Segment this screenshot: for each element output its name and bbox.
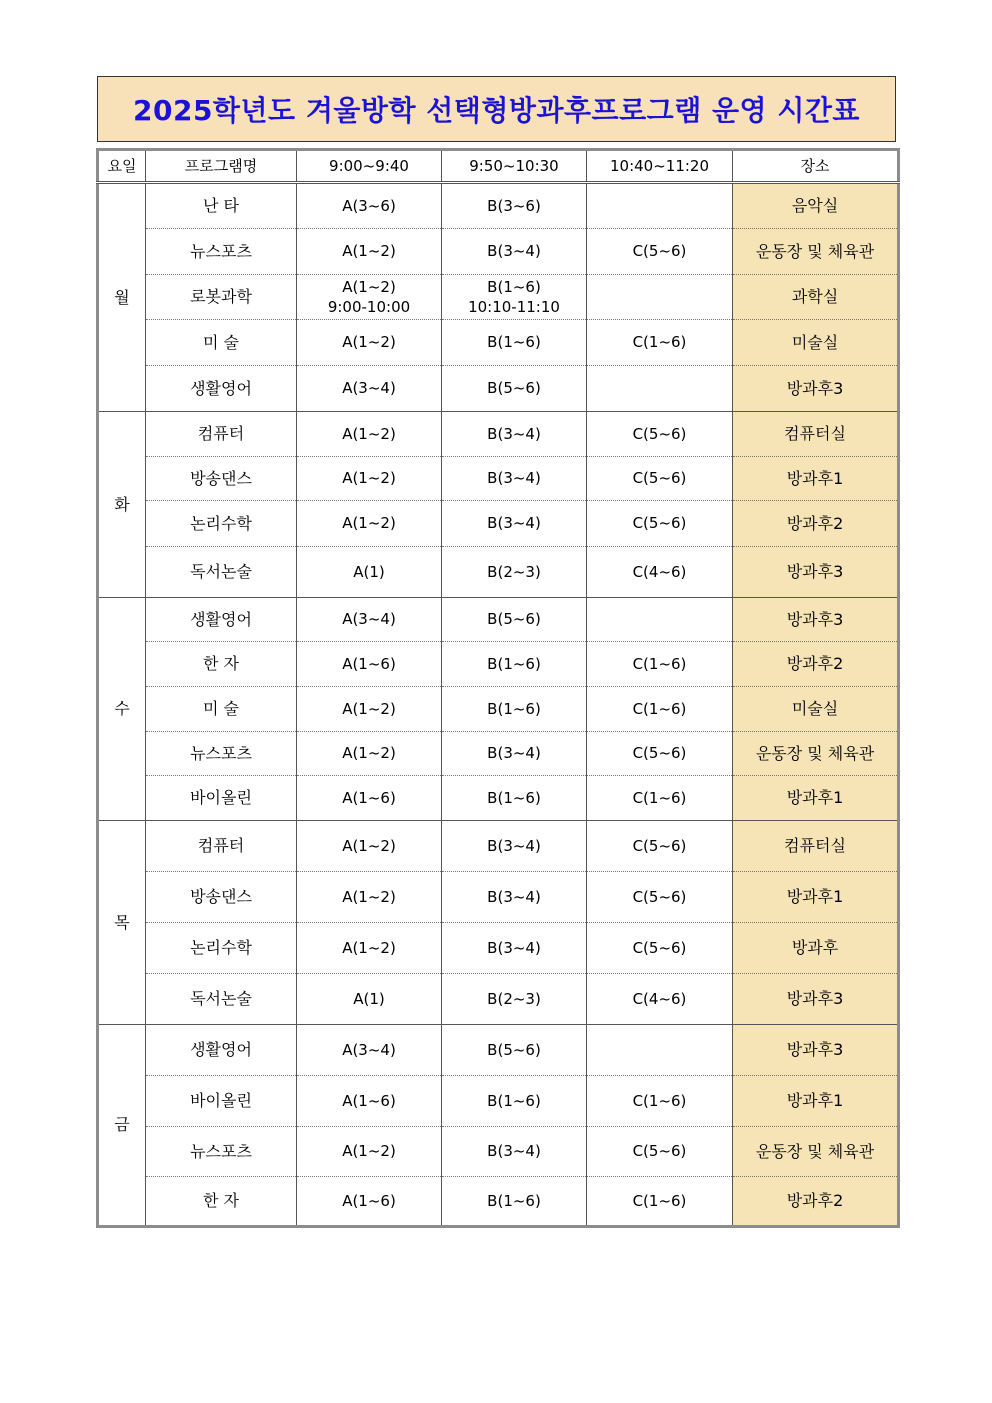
table-row — [98, 457, 899, 501]
place-cell: 방과후3 — [733, 1025, 899, 1076]
program-cell: 로봇과학 — [146, 275, 297, 320]
period-1-cell: A(3~4) — [297, 598, 442, 642]
period-2-cell — [442, 275, 587, 320]
period-1-cell: A(1~2) — [297, 821, 442, 872]
period-1-cell: A(1~2) — [297, 1127, 442, 1177]
period-2-cell: B(3~4) — [442, 732, 587, 776]
period-1-cell: A(3~4) — [297, 366, 442, 412]
header-place: 장소 — [733, 150, 899, 183]
table-row — [98, 1025, 899, 1076]
table-row — [98, 821, 899, 872]
period-3-cell: C(5~6) — [587, 732, 733, 776]
program-cell: 논리수학 — [146, 923, 297, 974]
table-row — [98, 183, 899, 229]
header-period-1: 9:00~9:40 — [297, 150, 442, 183]
period-1-cell: A(1~2) — [297, 320, 442, 366]
period-3-cell: C(5~6) — [587, 923, 733, 974]
place-cell: 운동장 및 체육관 — [733, 732, 899, 776]
place-cell: 방과후1 — [733, 872, 899, 923]
period-3-cell: C(1~6) — [587, 1076, 733, 1127]
table-row — [98, 598, 899, 642]
period-1-cell-line-2: 9:00-10:00 — [327, 298, 411, 316]
program-cell: 뉴스포츠 — [146, 229, 297, 275]
place-cell: 컴퓨터실 — [733, 821, 899, 872]
place-cell: 방과후 — [733, 923, 899, 974]
period-1-cell: A(1~6) — [297, 642, 442, 687]
program-cell: 미 술 — [146, 687, 297, 732]
period-1-cell: A(1~6) — [297, 1177, 442, 1227]
period-3-cell: C(5~6) — [587, 821, 733, 872]
program-cell: 컴퓨터 — [146, 412, 297, 457]
table-row — [98, 320, 899, 366]
period-3-cell: C(1~6) — [587, 320, 733, 366]
period-1-cell: A(1~2) — [297, 923, 442, 974]
period-3-cell — [587, 275, 733, 320]
period-1-cell: A(1~6) — [297, 776, 442, 821]
period-3-cell: C(4~6) — [587, 547, 733, 598]
place-cell: 컴퓨터실 — [733, 412, 899, 457]
day-cell: 수 — [98, 598, 146, 821]
period-1-cell: A(1~2) — [297, 457, 442, 501]
program-cell: 난 타 — [146, 183, 297, 229]
table-row — [98, 642, 899, 687]
program-cell: 뉴스포츠 — [146, 732, 297, 776]
period-1-cell: A(1~2) — [297, 872, 442, 923]
program-cell: 생활영어 — [146, 1025, 297, 1076]
day-cell: 목 — [98, 821, 146, 1025]
period-2-cell: B(3~4) — [442, 229, 587, 275]
period-2-cell: B(5~6) — [442, 598, 587, 642]
place-cell: 미술실 — [733, 320, 899, 366]
period-1-cell: A(1) — [297, 974, 442, 1025]
period-2-cell: B(1~6) — [442, 320, 587, 366]
program-cell: 컴퓨터 — [146, 821, 297, 872]
place-cell: 미술실 — [733, 687, 899, 732]
header-program: 프로그램명 — [146, 150, 297, 183]
program-cell: 방송댄스 — [146, 872, 297, 923]
header-period-3: 10:40~11:20 — [587, 150, 733, 183]
program-cell: 미 술 — [146, 320, 297, 366]
program-cell: 생활영어 — [146, 598, 297, 642]
program-cell: 독서논술 — [146, 974, 297, 1025]
period-3-cell — [587, 1025, 733, 1076]
program-cell: 방송댄스 — [146, 457, 297, 501]
table-row — [98, 923, 899, 974]
program-cell: 논리수학 — [146, 501, 297, 547]
place-cell: 방과후2 — [733, 642, 899, 687]
table-row — [98, 732, 899, 776]
period-1-cell: A(3~4) — [297, 1025, 442, 1076]
header-period-2: 9:50~10:30 — [442, 150, 587, 183]
period-2-cell: B(1~6) — [442, 1177, 587, 1227]
period-3-cell: C(1~6) — [587, 776, 733, 821]
program-cell: 한 자 — [146, 1177, 297, 1227]
period-1-cell: A(1~2) — [297, 687, 442, 732]
table-row — [98, 974, 899, 1025]
header-day: 요일 — [98, 150, 146, 183]
period-3-cell — [587, 366, 733, 412]
period-1-cell: A(1~2) — [297, 501, 442, 547]
table-row — [98, 501, 899, 547]
period-3-cell: C(1~6) — [587, 687, 733, 732]
place-cell: 방과후1 — [733, 457, 899, 501]
program-cell: 뉴스포츠 — [146, 1127, 297, 1177]
day-cell: 금 — [98, 1025, 146, 1227]
period-3-cell: C(1~6) — [587, 1177, 733, 1227]
period-2-cell: B(5~6) — [442, 1025, 587, 1076]
period-2-cell: B(2~3) — [442, 547, 587, 598]
table-row — [98, 275, 899, 320]
table-row — [98, 1076, 899, 1127]
period-2-cell: B(3~4) — [442, 923, 587, 974]
period-3-cell: C(5~6) — [587, 229, 733, 275]
period-2-cell: B(3~4) — [442, 821, 587, 872]
period-2-cell: B(1~6) — [442, 776, 587, 821]
period-1-cell: A(1~2) — [297, 412, 442, 457]
place-cell: 운동장 및 체육관 — [733, 1127, 899, 1177]
period-2-cell: B(5~6) — [442, 366, 587, 412]
period-2-cell: B(1~6) — [442, 642, 587, 687]
period-2-cell: B(3~4) — [442, 412, 587, 457]
period-2-cell-line-1: B(1~6) — [487, 277, 541, 296]
period-3-cell: C(5~6) — [587, 501, 733, 547]
schedule-table — [96, 148, 900, 1228]
period-2-cell: B(2~3) — [442, 974, 587, 1025]
table-row — [98, 776, 899, 821]
period-3-cell — [587, 598, 733, 642]
place-cell: 방과후1 — [733, 1076, 899, 1127]
period-3-cell: C(5~6) — [587, 412, 733, 457]
table-row — [98, 412, 899, 457]
period-1-cell: A(1~2) — [297, 732, 442, 776]
program-cell: 바이올린 — [146, 1076, 297, 1127]
table-row — [98, 547, 899, 598]
period-2-cell-line-2: 10:10-11:10 — [468, 298, 560, 316]
period-1-cell: A(3~6) — [297, 183, 442, 229]
place-cell: 방과후2 — [733, 501, 899, 547]
place-cell: 방과후3 — [733, 366, 899, 412]
place-cell: 방과후1 — [733, 776, 899, 821]
program-cell: 바이올린 — [146, 776, 297, 821]
period-3-cell: C(5~6) — [587, 457, 733, 501]
period-2-cell: B(3~4) — [442, 1127, 587, 1177]
period-2-cell: B(1~6) — [442, 687, 587, 732]
table-row — [98, 1127, 899, 1177]
place-cell: 음악실 — [733, 183, 899, 229]
table-row — [98, 229, 899, 275]
title-banner — [97, 76, 896, 142]
period-3-cell — [587, 183, 733, 229]
table-row — [98, 687, 899, 732]
place-cell: 방과후3 — [733, 974, 899, 1025]
period-1-cell-line-1: A(1~2) — [342, 277, 396, 296]
period-3-cell: C(4~6) — [587, 974, 733, 1025]
place-cell: 운동장 및 체육관 — [733, 229, 899, 275]
period-2-cell: B(3~6) — [442, 183, 587, 229]
period-3-cell: C(5~6) — [587, 872, 733, 923]
program-cell: 한 자 — [146, 642, 297, 687]
day-cell: 월 — [98, 183, 146, 412]
place-cell: 방과후3 — [733, 547, 899, 598]
table-row — [98, 1177, 899, 1227]
period-3-cell: C(5~6) — [587, 1127, 733, 1177]
page-title: 2025학년도 겨울방학 선택형방과후프로그램 운영 시간표 — [133, 94, 860, 127]
header-row — [98, 150, 899, 183]
program-cell: 독서논술 — [146, 547, 297, 598]
period-1-cell: A(1) — [297, 547, 442, 598]
period-1-cell: A(1~6) — [297, 1076, 442, 1127]
period-1-cell — [297, 275, 442, 320]
place-cell: 방과후3 — [733, 598, 899, 642]
place-cell: 과학실 — [733, 275, 899, 320]
place-cell: 방과후2 — [733, 1177, 899, 1227]
day-cell: 화 — [98, 412, 146, 598]
period-2-cell: B(3~4) — [442, 872, 587, 923]
table-row — [98, 872, 899, 923]
schedule-body — [98, 183, 899, 1227]
period-2-cell: B(3~4) — [442, 501, 587, 547]
period-2-cell: B(3~4) — [442, 457, 587, 501]
period-2-cell: B(1~6) — [442, 1076, 587, 1127]
table-row — [98, 366, 899, 412]
period-1-cell: A(1~2) — [297, 229, 442, 275]
program-cell: 생활영어 — [146, 366, 297, 412]
period-3-cell: C(1~6) — [587, 642, 733, 687]
